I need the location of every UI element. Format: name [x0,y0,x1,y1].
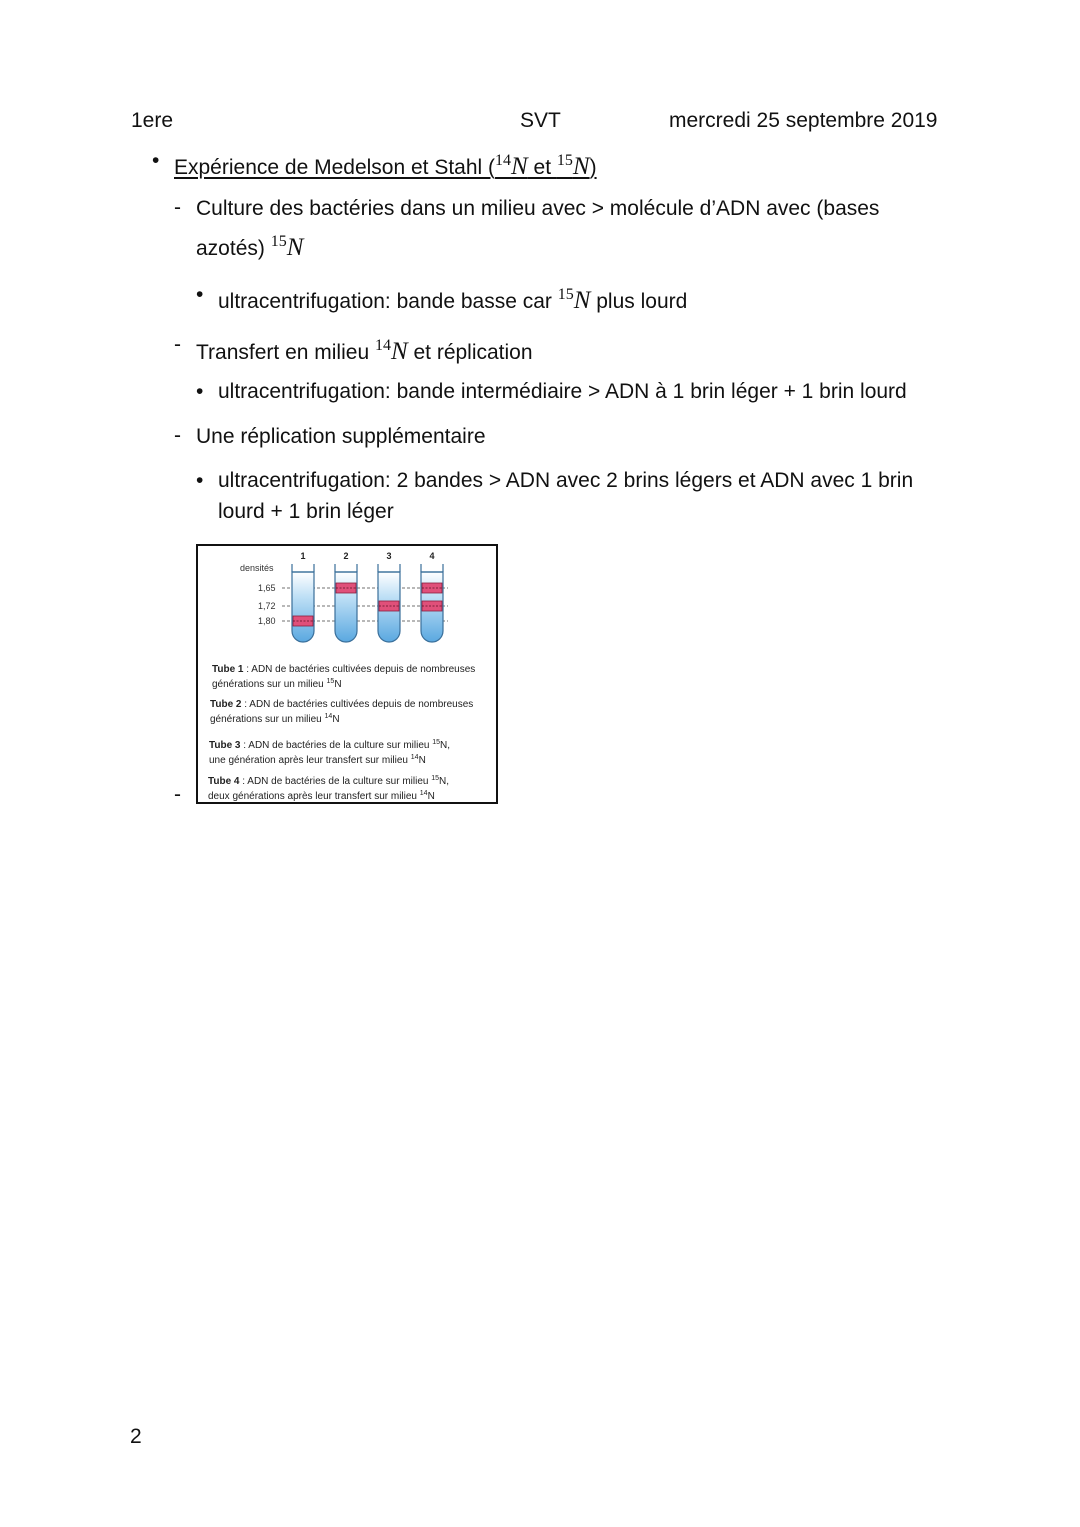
dna-band [293,616,313,626]
tube-number: 3 [386,551,392,561]
bullet-marker: • [152,149,160,172]
isotope-14n: $^{14}$N [495,152,528,180]
dash-marker: - [174,196,181,219]
header-date: mercredi 25 septembre 2019 [669,109,938,132]
section-title: Expérience de Medelson et Stahl ($^{14}$N et $^{15}$N) [174,152,597,180]
tube-rim [292,564,314,572]
isotope-15n: $^{15}$N [556,152,590,180]
caption-tube-4: Tube 4 : ADN de bactéries de la culture sur milieu $^{15}$N, deux générations après leur transfert sur milieu $^{14}$N [208,775,450,802]
header-class-level: 1ere [131,109,174,132]
isotope-15n: $^{15}$N [557,286,591,314]
item-culture-line1: Culture des bactéries dans un milieu avec > molécule d’ADN avec (bases [196,197,880,220]
section-title-text: Expérience de Medelson et Stahl ( [174,156,496,179]
item-transfert-sub: ultracentrifugation: bande intermédiaire > ADN à 1 brin léger + 1 brin lourd [218,380,907,403]
caption-tube-1: Tube 1 : ADN de bactéries cultivées depuis de nombreuses générations sur un milieu $^{15}$N [212,664,476,690]
tube-number: 4 [429,551,435,561]
density-tick-label: 1,72 [258,601,276,611]
item-transfert: Transfert en milieu $^{14}$N et réplication [196,337,533,365]
tube-rim [421,564,443,572]
dna-band [422,601,442,611]
item-culture-line2: azotés) $^{15}$N [196,233,304,261]
density-tick-label: 1,80 [258,616,276,626]
header-subject: SVT [520,109,561,132]
dna-band [379,601,399,611]
caption-tube-2: Tube 2 : ADN de bactéries cultivées depuis de nombreuses générations sur un milieu $^{14}$N [210,699,474,725]
tube-number: 1 [300,551,306,561]
dash-marker: - [174,783,181,806]
dash-marker: - [174,333,181,356]
item-replication-sub-line1: ultracentrifugation: 2 bandes > ADN avec 2 brins légers et ADN avec 1 brin [218,469,914,492]
tube-number: 2 [343,551,349,561]
dna-band [422,583,442,593]
centrifuge-tube [335,572,357,642]
page-number: 2 [130,1425,142,1448]
density-axis-label: densités [240,563,274,573]
centrifuge-tubes-diagram [198,546,496,656]
bullet-marker: • [196,380,204,403]
item-replication: Une réplication supplémentaire [196,425,486,448]
tube-rim [335,564,357,572]
caption-tube-3: Tube 3 : ADN de bactéries de la culture sur milieu $^{15}$N, une génération après leur transfert sur milieu $^{14}$N [209,739,451,766]
tube-rim [378,564,400,572]
dash-marker: - [174,424,181,447]
density-tick-label: 1,65 [258,583,276,593]
bullet-marker: • [196,469,204,492]
dna-band [336,583,356,593]
isotope-15n: $^{15}$N [270,233,304,261]
bullet-marker: • [196,283,204,306]
centrifuge-tube [292,572,314,642]
item-culture-sub: ultracentrifugation: bande basse car $^{15}$N plus lourd [218,286,688,314]
meselson-stahl-figure [196,544,498,804]
isotope-14n: $^{14}$N [374,337,408,365]
item-replication-sub-line2: lourd + 1 brin léger [218,500,394,523]
